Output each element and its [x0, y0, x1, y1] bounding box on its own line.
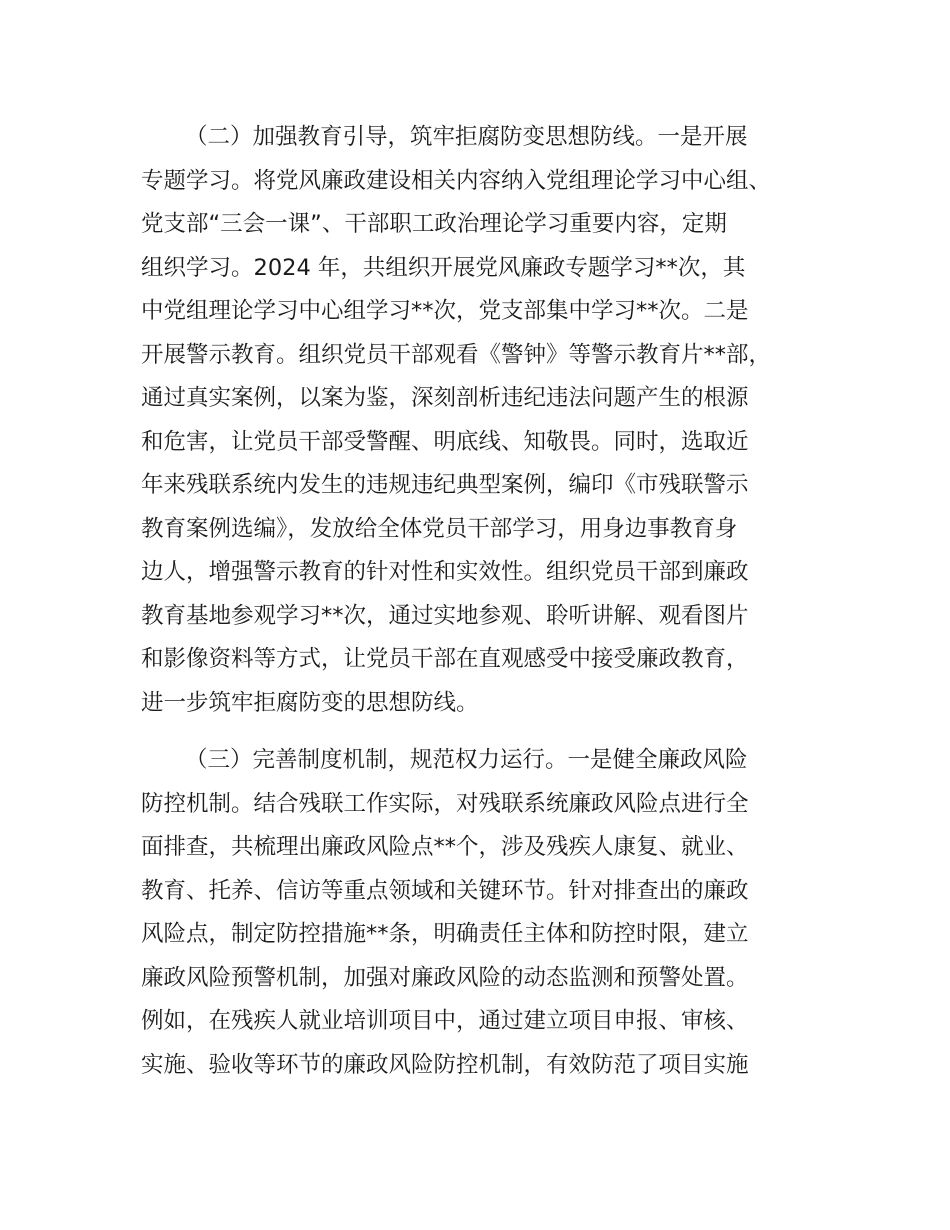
paragraph-line: 开展警示教育。组织党员干部观看《警钟》等警示教育片**部，: [141, 341, 772, 368]
document-body: [141, 116, 831, 1087]
paragraph-line: 年来残联系统内发生的违规违纪典型案例，编印《市残联警示: [141, 472, 749, 498]
paragraph-line: 党支部“三会一课”、干部职工政治理论学习重要内容，定期: [141, 211, 727, 237]
paragraph-line: 中党组理论学习中心组学习**次，党支部集中学习**次。二是: [141, 298, 749, 324]
paragraph-line: 廉政风险预警机制，加强对廉政风险的动态监测和预警处置。: [141, 964, 749, 991]
paragraph-line: 通过真实案例，以案为鉴，深刻剖析违纪违法问题产生的根源: [141, 385, 749, 411]
paragraph-institutional-mechanism: [141, 739, 831, 1087]
paragraph-line: 防控机制。结合残联工作实际，对残联系统廉政风险点进行全: [141, 790, 749, 817]
paragraph-line: （二）加强教育引导，筑牢拒腐防变思想防线。一是开展: [185, 124, 748, 150]
paragraph-line: 组织学习。2024 年，共组织开展党风廉政专题学习**次，其: [141, 254, 746, 281]
paragraph-line: （三）完善制度机制，规范权力运行。一是健全廉政风险: [185, 747, 748, 773]
paragraph-line: 实施、验收等环节的廉政风险防控机制，有效防范了项目实施: [141, 1051, 749, 1078]
paragraph-line: 和影像资料等方式，让党员干部在直观感受中接受廉政教育，: [141, 646, 749, 672]
paragraph-line: 面排查，共梳理出廉政风险点**个，涉及残疾人康复、就业、: [141, 834, 749, 860]
paragraph-education-guidance: [141, 116, 831, 725]
paragraph-line: 边人，增强警示教育的针对性和实效性。组织党员干部到廉政: [141, 559, 749, 585]
paragraph-line: 教育案例选编》，发放给全体党员干部学习，用身边事教育身: [141, 515, 738, 542]
paragraph-line: 专题学习。将党风廉政建设相关内容纳入党组理论学习中心组、: [141, 167, 772, 194]
paragraph-line: 教育基地参观学习**次，通过实地参观、聆听讲解、观看图片: [141, 602, 749, 629]
paragraph-line: 教育、托养、信访等重点领域和关键环节。针对排查出的廉政: [141, 877, 749, 904]
paragraph-line: 和危害，让党员干部受警醒、明底线、知敬畏。同时，选取近: [141, 428, 749, 455]
paragraph-line: 风险点，制定防控措施**条，明确责任主体和防控时限，建立: [141, 921, 749, 947]
paragraph-line: 例如，在残疾人就业培训项目中，通过建立项目申报、审核、: [141, 1008, 749, 1034]
paragraph-line: 进一步筑牢拒腐防变的思想防线。: [141, 689, 479, 716]
